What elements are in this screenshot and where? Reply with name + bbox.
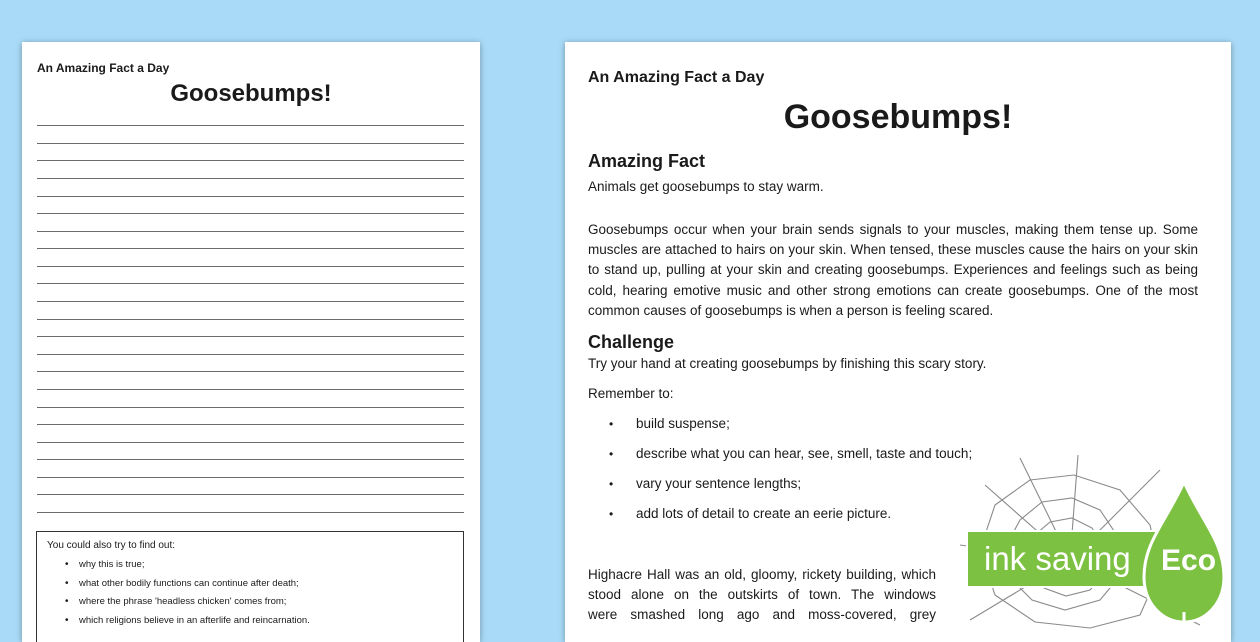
find-out-lead: You could also try to find out: — [47, 540, 176, 551]
eco-label: Eco — [1161, 544, 1217, 577]
writing-line — [37, 477, 464, 478]
writing-line — [37, 301, 464, 302]
writing-line — [37, 125, 464, 126]
writing-line — [37, 283, 464, 284]
list-item: • build suspense; — [609, 416, 730, 431]
writing-line — [37, 512, 464, 513]
fact-body: Goosebumps occur when your brain sends signals to your muscles, making them tense up. Some muscles are attached to hairs on your skin. When tensed, these muscles cause the hairs on your skin to stand up, pulling at your skin and creating goosebumps. Experiences and feelings such as being cold, hearing emotive music and other strong emotions can create goosebumps. One of the most common causes of goosebumps is when a person is feeling scared. — [588, 222, 1198, 318]
amazing-fact-heading: Amazing Fact — [588, 151, 706, 171]
page-title: Goosebumps! — [783, 98, 1013, 136]
list-item: • where the phrase 'headless chicken' comes from; — [65, 596, 287, 607]
writing-line — [37, 442, 464, 443]
writing-line — [37, 160, 464, 161]
challenge-text: Try your hand at creating goosebumps by finishing this scary story. — [588, 356, 987, 371]
writing-line — [37, 459, 464, 460]
list-item: • why this is true; — [65, 559, 145, 570]
find-out-box — [36, 531, 464, 642]
list-item: • which religions believe in an afterlife and reincarnation. — [65, 614, 310, 626]
writing-line — [37, 231, 464, 232]
list-item: • describe what you can hear, see, smell, taste and touch; — [609, 446, 973, 461]
story-opening — [588, 565, 936, 625]
story-line: were smashed long ago and moss-covered, grey — [588, 607, 936, 622]
writing-line — [37, 336, 464, 337]
page-kicker: An Amazing Fact a Day — [37, 61, 170, 75]
writing-line — [37, 143, 464, 144]
remember-label: Remember to: — [588, 386, 674, 401]
ink-saving-label: ink saving — [966, 530, 1200, 588]
worksheet-page-writing — [22, 42, 480, 642]
writing-line — [37, 196, 464, 197]
page-title: Goosebumps! — [170, 80, 332, 107]
story-line: stood alone on the outskirts of town. The windows — [588, 587, 936, 602]
writing-line — [37, 389, 464, 390]
page-kicker: An Amazing Fact a Day — [588, 69, 765, 86]
writing-line — [37, 213, 464, 214]
writing-line — [37, 178, 464, 179]
find-out-list — [47, 558, 453, 632]
writing-line — [37, 407, 464, 408]
writing-line — [37, 424, 464, 425]
challenge-heading: Challenge — [588, 332, 675, 352]
list-item: • what other bodily functions can continue after death; — [65, 577, 299, 589]
writing-line — [37, 354, 464, 355]
fact-summary: Animals get goosebumps to stay warm. — [588, 179, 824, 194]
ink-saving-eco-badge — [966, 482, 1260, 630]
writing-line — [37, 371, 464, 372]
writing-line — [37, 319, 464, 320]
writing-line — [37, 266, 464, 267]
list-item: • vary your sentence lengths; — [609, 476, 802, 491]
writing-line — [37, 494, 464, 495]
story-line: Highacre Hall was an old, gloomy, rickety building, which — [588, 567, 936, 582]
list-item: • add lots of detail to create an eerie picture. — [609, 506, 892, 521]
writing-line — [37, 248, 464, 249]
